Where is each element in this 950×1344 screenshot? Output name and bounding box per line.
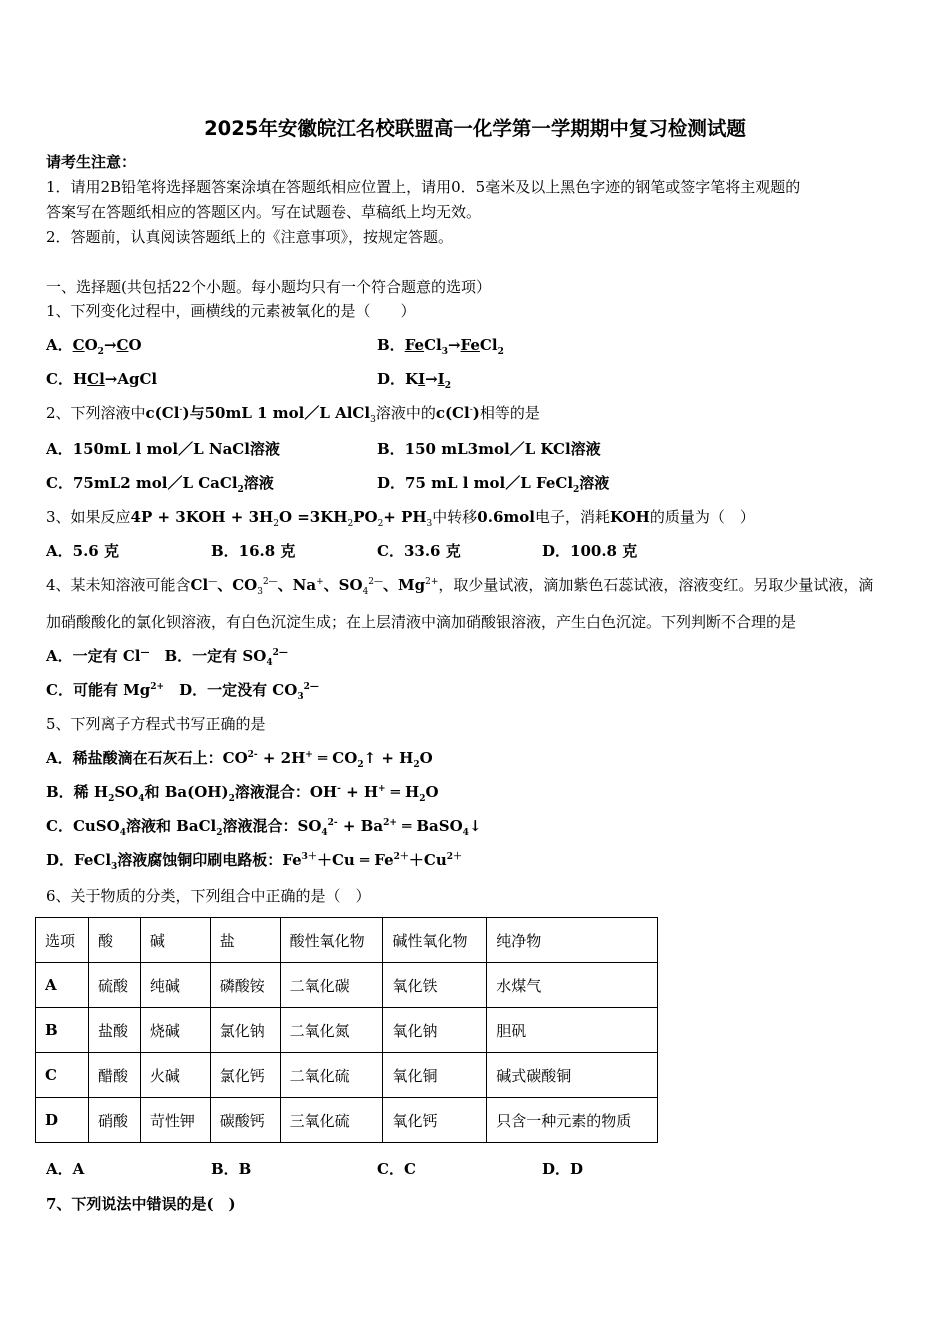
notice-heading: 请考生注意： [46,153,137,171]
q2-option-a: A．150mL l mol／L NaCl溶液 [46,440,280,458]
q5-option-c: C．CuSO$_4$溶液和 BaCl$_2$溶液混合：$SO_4^{2-} + Ba^{2+}$ ═ BaSO$_4$↓ [46,817,482,838]
q5-option-d: D．FeCl$_3$溶液腐蚀铜印刷电路板：$Fe^{3+}+Cu$ ═ $Fe^{2+}+Cu^{2+}$ [46,851,463,872]
table-row [36,1053,658,1098]
table-cell: B [36,1008,89,1053]
section-heading: 一、选择题(共包括22个小题。每小题均只有一个符合题意的选项） [46,278,491,296]
table-cell: 烧碱 [140,1008,210,1053]
q4-options-ab: A．一定有 Cl— B．一定有 $SO_4^{2—}$ [46,647,288,668]
question-4-stem-line-2: 加硝酸酸化的氯化钡溶液，有白色沉淀生成；在上层清液中滴加硝酸银溶液，产生白色沉淀。下列判断不合理的是 [46,613,797,631]
notice-line-1: 1．请用2B铅笔将选择题答案涂填在答题纸相应位置上，请用0．5毫米及以上黑色字迹的钢笔或签字笔将主观题的 [46,178,801,196]
question-2-stem: 2、下列溶液中c(Cl-)与50mL 1 mol／L AlCl$_3$溶液中的c(Cl-)相等的是 [46,404,540,425]
table-cell: 氧化钙 [383,1098,487,1143]
table-header-cell: 酸 [88,918,140,963]
table-cell: 氯化钙 [210,1053,280,1098]
table-header-cell: 碱 [140,918,210,963]
q1-option-a: A．$CO_2\to CO$ [46,336,142,357]
table-row [36,963,658,1008]
table-cell: 三氧化硫 [280,1098,383,1143]
table-cell: 苛性钾 [140,1098,210,1143]
table-cell: 二氧化碳 [280,963,383,1008]
question-4-stem: 4、某未知溶液可能含Cl—、$CO_3^{2—}$、Na+、$SO_4^{2—}$、$Mg^{2+}$，取少量试液，滴加紫色石蕊试液，溶液变红。另取少量试液，滴 [46,576,874,597]
classification-table [35,917,658,1143]
q6-option-a: A．A [46,1160,85,1178]
table-cell: 碱式碳酸铜 [487,1053,658,1098]
table-cell: 碳酸钙 [210,1098,280,1143]
q3-option-a: A．5.6 克 [46,542,119,560]
q6-option-b: B．B [211,1160,252,1178]
table-cell: 盐酸 [88,1008,140,1053]
q5-option-b: B．稀 $H_2SO_4$和 $Ba(OH)_2$溶液混合：OH- + H+ ═ $H_2O$ [46,783,439,804]
table-cell: 硫酸 [88,963,140,1008]
table-header-cell: 酸性氧化物 [280,918,383,963]
notice-line-2: 答案写在答题纸相应的答题区内。写在试题卷、草稿纸上均无效。 [46,203,482,221]
question-7-stem: 7、下列说法中错误的是( ) [46,1195,236,1213]
table-header-cell: 碱性氧化物 [383,918,487,963]
q3-option-d: D．100.8 克 [542,542,638,560]
table-cell: 水煤气 [487,963,658,1008]
table-cell: 纯碱 [140,963,210,1008]
question-5-stem: 5、下列离子方程式书写正确的是 [46,715,266,733]
notice-line-3: 2．答题前，认真阅读答题纸上的《注意事项》，按规定答题。 [46,228,454,246]
question-3-stem: 3、如果反应$4P + 3KOH + 3H_2O =3KH_2PO_2+ PH_3$中转移0.6mol电子，消耗KOH的质量为（ ） [46,508,755,529]
table-cell: 只含一种元素的物质 [487,1098,658,1143]
table-row [36,1098,658,1143]
table-cell: 氯化钠 [210,1008,280,1053]
q4-options-cd: C．可能有 $Mg^{2+}$ D．一定没有 $CO_3^{2—}$ [46,681,319,702]
table-cell: 氧化钠 [383,1008,487,1053]
q1-option-d: D．$KI\to I_2$ [377,370,451,391]
q2-option-d: D．75 mL l mol／L FeCl$_2$溶液 [377,474,610,495]
table-header-row [36,918,658,963]
question-6-stem: 6、关于物质的分类，下列组合中正确的是（ ） [46,887,371,905]
table-cell: 硝酸 [88,1098,140,1143]
table-cell: A [36,963,89,1008]
table-cell: 胆矾 [487,1008,658,1053]
table-cell: 磷酸铵 [210,963,280,1008]
q6-option-c: C．C [377,1160,416,1178]
q2-option-c: C．75mL2 mol／L CaCl$_2$溶液 [46,474,274,495]
table-cell: 氧化铜 [383,1053,487,1098]
table-cell: C [36,1053,89,1098]
table-cell: D [36,1098,89,1143]
table-cell: 二氧化硫 [280,1053,383,1098]
q6-option-d: D．D [542,1160,584,1178]
table-header-cell: 选项 [36,918,89,963]
table-header-cell: 纯净物 [487,918,658,963]
q3-option-b: B．16.8 克 [211,542,296,560]
q3-option-c: C．33.6 克 [377,542,461,560]
table-cell: 二氧化氮 [280,1008,383,1053]
q2-option-b: B．150 mL3mol／L KCl溶液 [377,440,601,458]
q5-option-a: A．稀盐酸滴在石灰石上：$CO^{2-} + 2H^+$ ═ $CO_2↑ + H_2O$ [46,749,433,770]
table-cell: 氧化铁 [383,963,487,1008]
question-1-stem: 1、下列变化过程中，画横线的元素被氧化的是（ ） [46,302,416,320]
table-row [36,1008,658,1053]
page-title: 2025年安徽皖江名校联盟高一化学第一学期期中复习检测试题 [204,117,746,140]
table-header-cell: 盐 [210,918,280,963]
q1-option-c: C．HCl→AgCl [46,370,158,388]
table-cell: 火碱 [140,1053,210,1098]
table-cell: 醋酸 [88,1053,140,1098]
q1-option-b: B．FeCl$_3$→FeCl$_2$ [377,336,504,357]
